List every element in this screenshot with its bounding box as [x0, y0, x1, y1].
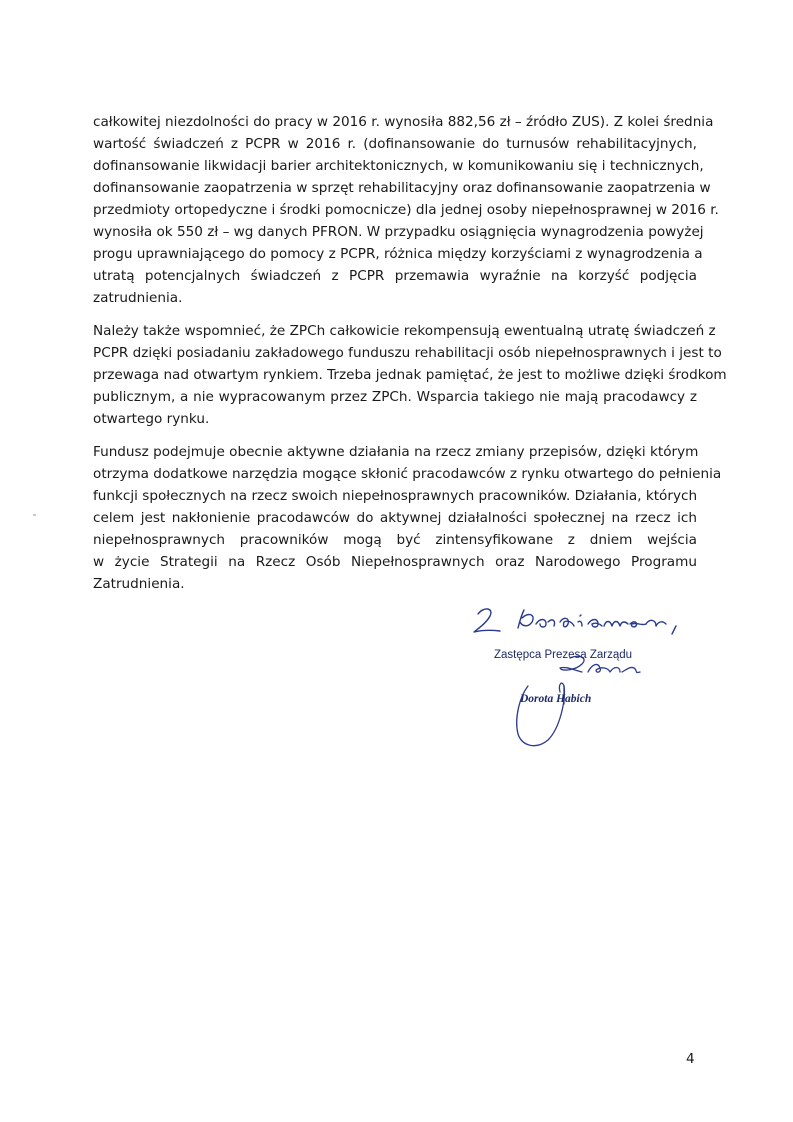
text-line: utratą potencjalnych świadczeń z PCPR przemawia wyraźnie na korzyść podjęcia: [93, 268, 697, 284]
text-line: Należy także wspomnieć, że ZPCh całkowicie rekompensują ewentualną utratę świadczeń z: [93, 323, 716, 339]
text-line: przedmioty ortopedyczne i środki pomocnicze) dla jednej osoby niepełnosprawnej w 2016 r.: [93, 202, 719, 218]
page-number: 4: [686, 1051, 695, 1067]
scan-speck: [33, 514, 36, 516]
text-line: dofinansowanie likwidacji barier architektonicznych, w komunikowaniu się i technicznych,: [93, 158, 704, 174]
signature-stamp-name: Dorota Habich: [520, 693, 592, 705]
signature-stamp-title: Zastępca Prezesa Zarządu: [494, 649, 633, 661]
text-line: Zatrudnienia.: [93, 576, 185, 592]
text-line: otrzyma dodatkowe narzędzia mogące skłonić pracodawców z rynku otwartego do pełnienia: [93, 466, 722, 482]
text-line: przewaga nad otwartym rynkiem. Trzeba jednak pamiętać, że jest to możliwe dzięki środkom: [93, 367, 727, 383]
text-line: publicznym, a nie wypracowanym przez ZPCh. Wsparcia takiego nie mają pracodawcy z: [93, 389, 697, 405]
handwritten-signature: [470, 600, 700, 760]
paragraph-benefits-comparison: [93, 111, 719, 309]
text-line: otwartego rynku.: [93, 411, 210, 427]
text-line: celem jest nakłonienie pracodawców do aktywnej działalności społecznej na rzecz ich: [93, 510, 697, 526]
paragraph-fund-actions: [93, 441, 722, 595]
text-line: niepełnosprawnych pracowników mogą być zintensyfikowane z dniem wejścia: [93, 532, 697, 548]
text-line: zatrudnienia.: [93, 290, 183, 306]
document-body: [93, 111, 727, 606]
text-line: wynosiła ok 550 zł – wg danych PFRON. W przypadku osiągnięcia wynagrodzenia powyżej: [93, 224, 704, 240]
text-line: dofinansowanie zaopatrzenia w sprzęt rehabilitacyjny oraz dofinansowanie zaopatrzenia w: [93, 180, 711, 196]
text-line: progu uprawniającego do pomocy z PCPR, różnica między korzyściami z wynagrodzenia a: [93, 246, 703, 262]
text-line: Fundusz podejmuje obecnie aktywne działania na rzecz zmiany przepisów, dzięki którym: [93, 444, 699, 460]
text-line: całkowitej niezdolności do pracy w 2016 r. wynosiła 882,56 zł – źródło ZUS). Z kolei średnia: [93, 114, 714, 130]
text-line: wartość świadczeń z PCPR w 2016 r. (dofinansowanie do turnusów rehabilitacyjnych,: [93, 136, 697, 152]
text-line: funkcji społecznych na rzecz swoich niepełnosprawnych pracowników. Działania, których: [93, 488, 698, 504]
text-line: w życie Strategii na Rzecz Osób Niepełnosprawnych oraz Narodowego Programu: [93, 554, 697, 570]
text-line: PCPR dzięki posiadaniu zakładowego funduszu rehabilitacji osób niepełnosprawnych i jest to: [93, 345, 722, 361]
signature-block: [470, 600, 700, 760]
paragraph-zpch-compensation: [93, 320, 727, 430]
